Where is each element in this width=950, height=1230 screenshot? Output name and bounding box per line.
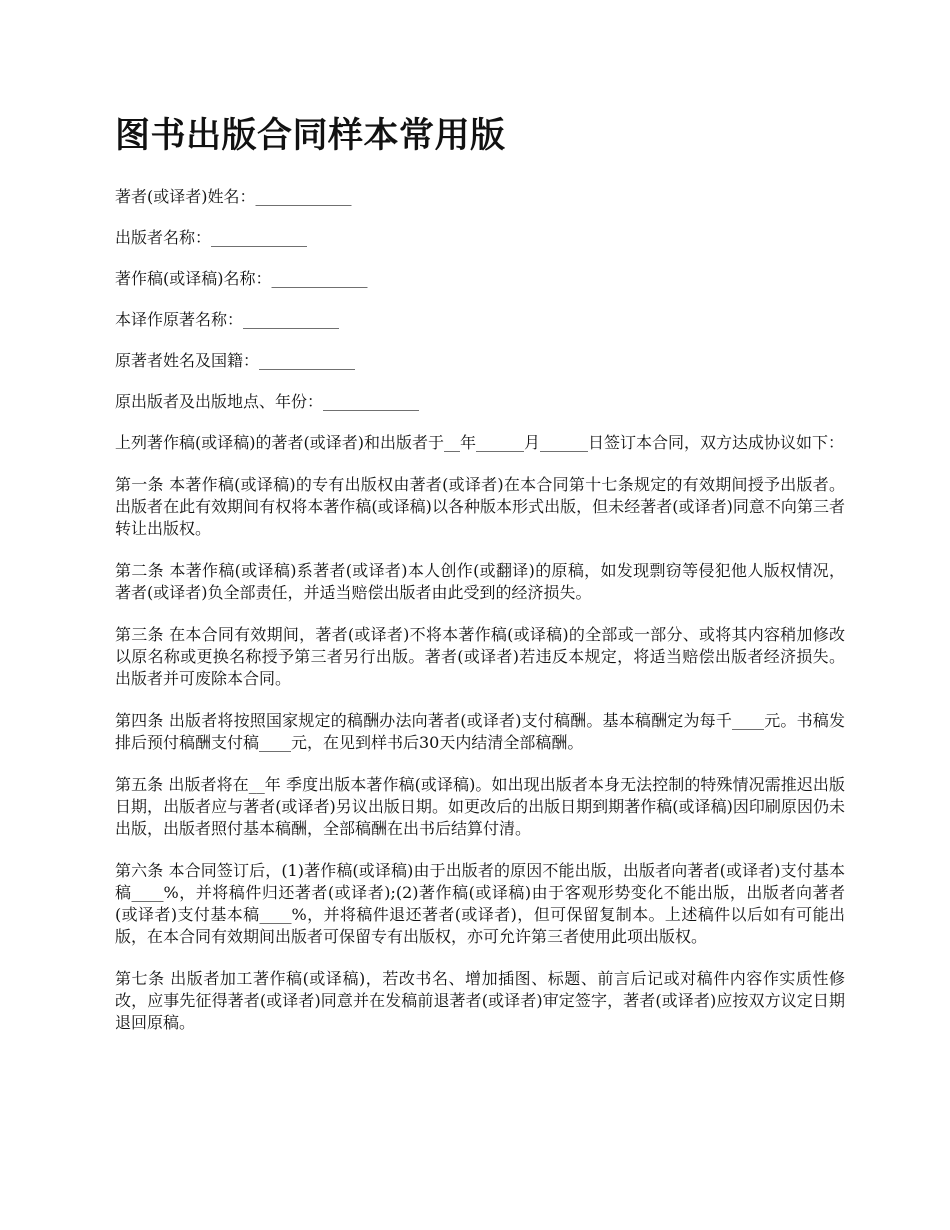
document-title: 图书出版合同样本常用版: [115, 116, 506, 156]
original-publisher-place-year-field: 原出版者及出版地点、年份：____________: [115, 392, 420, 411]
article-7: 第七条 出版者加工著作稿(或译稿)，若改书名、增加插图、标题、前言后记或对稿件内容作实质性修改，应事先征得著者(或译者)同意并在发稿前退著者(或译者)审定签字，著者(或译者)应按双方议定日期退回原稿。: [115, 969, 845, 1032]
author-name-field: 著者(或译者)姓名：____________: [115, 187, 352, 206]
article-1: 第一条 本著作稿(或译稿)的专有出版权由著者(或译者)在本合同第十七条规定的有效期间授予出版者。出版者在此有效期间有权将本著作稿(或译稿)以各种版本形式出版，但未经著者(或译者)同意不向第三者转让出版权。: [115, 475, 845, 538]
article-5: 第五条 出版者将在__年 季度出版本著作稿(或译稿)。如出现出版者本身无法控制的特殊情况需推迟出版日期，出版者应与著者(或译者)另议出版日期。如更改后的出版日期到期著作稿(或译稿)因印刷原因仍未出版，出版者照付基本稿酬，全部稿酬在出书后结算付清。: [115, 775, 845, 838]
article-3: 第三条 在本合同有效期间，著者(或译者)不将本著作稿(或译稿)的全部或一部分、或将其内容稍加修改以原名称或更换名称授予第三者另行出版。著者(或译者)若违反本规定，将适当赔偿出版者经济损失。出版者并可废除本合同。: [115, 625, 845, 688]
article-6: 第六条 本合同签订后，(1)著作稿(或译稿)由于出版者的原因不能出版，出版者向著者(或译者)支付基本稿____%，并将稿件归还著者(或译者);(2)著作稿(或译稿)由于客观形势变化不能出版，出版者向著者(或译者)支付基本稿____%，并将稿件退还著者(或译者)，但可保留复制本。上述稿件以后如有可能出版，在本合同有效期间出版者可保留专有出版权，亦可允许第三者使用此项出版权。: [115, 861, 845, 946]
original-author-nationality-field: 原著者姓名及国籍：____________: [115, 351, 356, 370]
original-work-name-field: 本译作原著名称：____________: [115, 310, 340, 329]
manuscript-name-field: 著作稿(或译稿)名称：____________: [115, 269, 368, 288]
document-page: [115, 112, 845, 1054]
intro-paragraph: 上列著作稿(或译稿)的著者(或译者)和出版者于__年______月______日签订本合同，双方达成协议如下：: [115, 433, 844, 452]
publisher-name-field: 出版者名称：____________: [115, 228, 308, 247]
article-2: 第二条 本著作稿(或译稿)系著者(或译者)本人创作(或翻译)的原稿，如发现剽窃等侵犯他人版权情况，著者(或译者)负全部责任，并适当赔偿出版者由此受到的经济损失。: [115, 561, 845, 602]
article-4: 第四条 出版者将按照国家规定的稿酬办法向著者(或译者)支付稿酬。基本稿酬定为每千____元。书稿发排后预付稿酬支付稿____元，在见到样书后30天内结清全部稿酬。: [115, 711, 845, 752]
